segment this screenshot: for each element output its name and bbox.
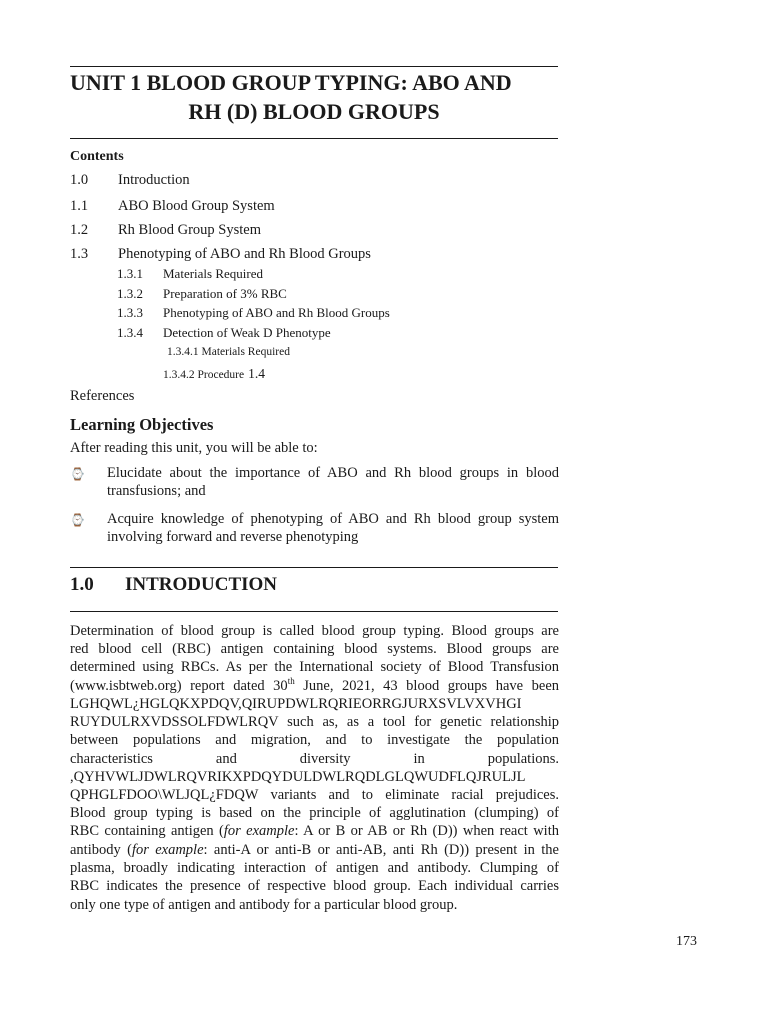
- intro-text: : A or B or AB or Rh (D)) when react with: [294, 823, 559, 839]
- intro-emphasis: for example: [223, 823, 295, 839]
- toc-label: Materials Required: [163, 266, 263, 281]
- toc-number: 1.3.2: [117, 286, 143, 301]
- section-number: 1.0: [70, 574, 94, 595]
- intro-text: (www.isbtweb.org) report dated 30: [70, 678, 288, 694]
- toc-item-1-1[interactable]: [70, 198, 550, 218]
- toc-label: Rh Blood Group System: [118, 222, 261, 238]
- toc-subitem-1-3-4[interactable]: [117, 325, 517, 343]
- unit-title: [70, 68, 558, 126]
- toc-subitem-1-3-3[interactable]: [117, 305, 517, 323]
- intro-line: RBC indicates the presence of respective blood group. Each individual carries: [70, 878, 559, 894]
- toc-number: 1.3.3: [117, 305, 143, 320]
- objective-text: Acquire knowledge of phenotyping of ABO and Rh blood group system involving forward and reverse phenotyping: [107, 511, 559, 545]
- toc-subsubitem-1-3-4-1[interactable]: 1.3.4.1 Materials Required: [167, 346, 290, 358]
- page-number: 173: [676, 934, 697, 949]
- section-title: INTRODUCTION: [125, 574, 278, 595]
- intro-line: Determination of blood group is called blood group typing. Blood groups are: [70, 623, 559, 639]
- learning-objectives-intro: After reading this unit, you will be able to:: [70, 440, 318, 456]
- toc-item-1-3[interactable]: [70, 246, 550, 266]
- unit-title-line2: RH (D) BLOOD GROUPS: [188, 99, 440, 124]
- intro-line: only one type of antigen and antibody for a particular blood group.: [70, 897, 458, 913]
- toc-number: 1.2: [70, 222, 89, 238]
- intro-line: [70, 677, 559, 695]
- toc-number: 1.0: [70, 172, 89, 188]
- toc-item-1-2[interactable]: [70, 222, 550, 242]
- toc-subitem-1-3-2[interactable]: [117, 286, 517, 304]
- intro-line: ,QYHVWLJDWLRQVRIKXPDQYDULDWLRQDLGLQWUDFLQJRULJL: [70, 769, 526, 785]
- objective-item-1: [70, 464, 559, 500]
- intro-line: LGHQWL¿HGLQKXPDQV,QIRUPDWLRQRIEORRGJURXSVLVXVHGI: [70, 696, 522, 712]
- learning-objectives-heading: Learning Objectives: [70, 415, 214, 434]
- toc-number: 1.3.1: [117, 266, 143, 281]
- intro-emphasis: for example: [131, 842, 204, 858]
- intro-line: characteristics and diversity in populations.: [70, 751, 559, 767]
- intro-line: Blood group typing is based on the principle of agglutination (clumping) of: [70, 805, 559, 821]
- objective-item-2: [70, 510, 559, 546]
- toc-number: 1.3.4: [117, 325, 143, 340]
- toc-references[interactable]: References: [70, 388, 135, 404]
- intro-line: [70, 841, 559, 859]
- intro-bottom-rule: [70, 611, 558, 612]
- intro-line: red blood cell (RBC) antigen containing blood systems. Blood groups are: [70, 641, 559, 657]
- toc-label: ABO Blood Group System: [118, 198, 275, 214]
- intro-line: between populations and migration, and to investigate the population: [70, 732, 559, 748]
- top-rule: [70, 66, 558, 67]
- clock-bullet-icon: ⌚: [70, 513, 85, 527]
- intro-line: [70, 822, 559, 840]
- intro-line: determined using RBCs. As per the International society of Blood Transfusion: [70, 659, 559, 675]
- toc-label: Phenotyping of ABO and Rh Blood Groups: [118, 246, 371, 262]
- ordinal-sup: th: [287, 677, 295, 687]
- intro-text: June, 2021, 43 blood groups have been: [294, 678, 559, 694]
- intro-line: QPHGLFDOO\WLJQL¿FDQW variants and to eliminate racial prejudices.: [70, 787, 559, 803]
- intro-line: plasma, broadly indicating interaction of antigen and antibody. Clumping of: [70, 860, 559, 876]
- toc-number: 1.4: [248, 366, 265, 381]
- toc-label: Phenotyping of ABO and Rh Blood Groups: [163, 305, 390, 320]
- toc-label: Preparation of 3% RBC: [163, 286, 287, 301]
- toc-item-1-0[interactable]: [70, 172, 550, 192]
- intro-top-rule: [70, 567, 558, 568]
- introduction-heading: [70, 574, 277, 596]
- objective-text: Elucidate about the importance of ABO and Rh blood groups in blood transfusions; and: [107, 465, 559, 499]
- contents-heading: Contents: [70, 149, 124, 164]
- toc-label: 1.3.4.2 Procedure: [163, 369, 245, 381]
- toc-label: Detection of Weak D Phenotype: [163, 325, 331, 340]
- toc-label: Introduction: [118, 172, 190, 188]
- intro-text: : anti-A or anti-B or anti-AB, anti Rh (D)) present in the: [203, 842, 559, 858]
- intro-text: RBC containing antigen (: [70, 823, 224, 839]
- toc-number: 1.1: [70, 198, 89, 214]
- unit-title-line1: UNIT 1 BLOOD GROUP TYPING: ABO AND: [70, 70, 512, 95]
- toc-subitem-1-3-1[interactable]: [117, 266, 517, 284]
- intro-text: antibody (: [70, 842, 132, 858]
- toc-subsubitem-1-3-4-2[interactable]: [163, 365, 265, 383]
- toc-number: 1.3: [70, 246, 89, 262]
- title-bottom-rule: [70, 138, 558, 139]
- intro-line: RUYDULRXVDSSOLFDWLRQV such as, as a tool for genetic relationship: [70, 714, 559, 730]
- clock-bullet-icon: ⌚: [70, 467, 85, 481]
